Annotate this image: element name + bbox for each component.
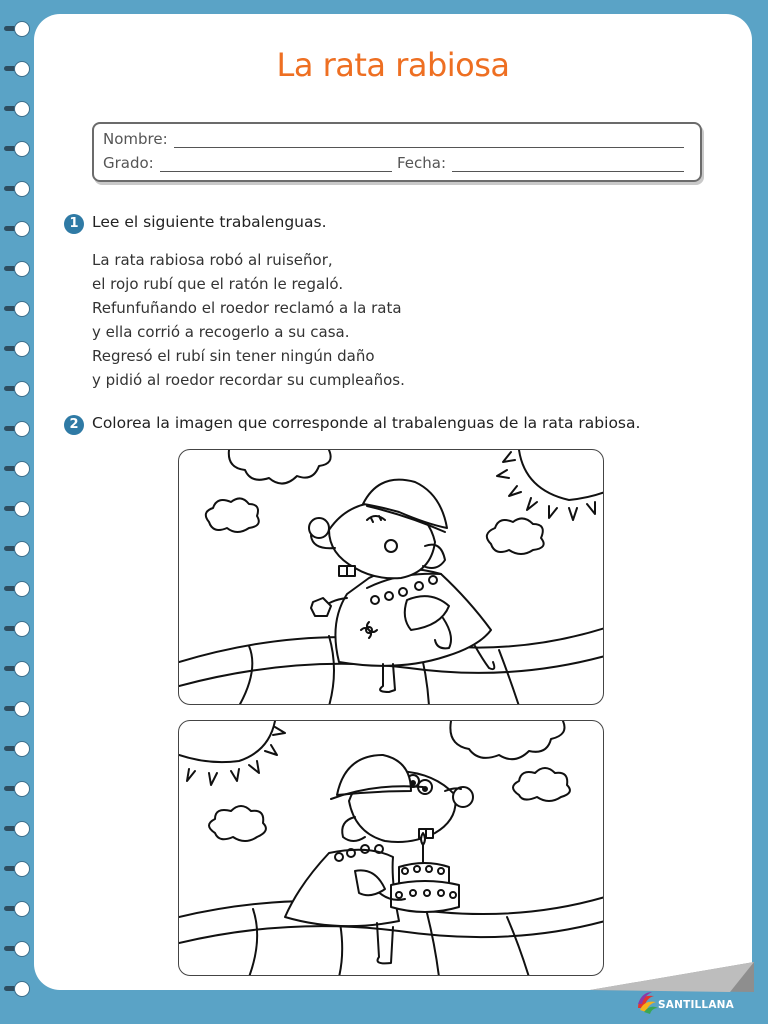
name-label: Nombre: (103, 130, 168, 148)
binding-ring (4, 860, 34, 878)
binding-ring (4, 300, 34, 318)
exercise-number-badge: 2 (64, 415, 84, 435)
date-label: Fecha: (397, 154, 447, 172)
grade-label: Grado: (103, 154, 154, 172)
binding-ring (4, 740, 34, 758)
poem-line: Refunfuñando el roedor reclamó a la rata (92, 299, 402, 317)
name-line[interactable] (174, 147, 684, 148)
binding-ring (4, 60, 34, 78)
binding-ring (4, 820, 34, 838)
exercise-2-instruction: Colorea la imagen que corresponde al trabalenguas de la rata rabiosa. (92, 414, 641, 432)
binding-ring (4, 540, 34, 558)
page-title: La rata rabiosa (276, 46, 510, 84)
binding-ring (4, 180, 34, 198)
poem-line: La rata rabiosa robó al ruiseñor, (92, 251, 333, 269)
coloring-image-rat-with-cake[interactable] (178, 720, 604, 976)
exercise-1-instruction: Lee el siguiente trabalenguas. (92, 213, 327, 231)
binding-ring (4, 620, 34, 638)
poem-line: el rojo rubí que el ratón le regaló. (92, 275, 344, 293)
binding-ring (4, 260, 34, 278)
binding-ring (4, 460, 34, 478)
binding-ring (4, 500, 34, 518)
coloring-image-rat-with-ruby[interactable] (178, 449, 604, 705)
brand-name: SANTILLANA (658, 999, 734, 1011)
binding-ring (4, 100, 34, 118)
binding-ring (4, 660, 34, 678)
binding-ring (4, 900, 34, 918)
binding-ring (4, 980, 34, 998)
grade-line[interactable] (160, 171, 392, 172)
binding-ring (4, 700, 34, 718)
poem-line: y ella corrió a recogerlo a su casa. (92, 323, 350, 341)
binding-ring (4, 420, 34, 438)
exercise-number-badge: 1 (64, 214, 84, 234)
page-curl (590, 962, 754, 992)
tongue-twister-text (92, 248, 405, 392)
binding-ring (4, 580, 34, 598)
binding-ring (4, 140, 34, 158)
binding-ring (4, 220, 34, 238)
binding-ring (4, 20, 34, 38)
date-line[interactable] (452, 171, 684, 172)
poem-line: y pidió al roedor recordar su cumpleaños. (92, 371, 405, 389)
binding-ring (4, 380, 34, 398)
binding-ring (4, 340, 34, 358)
student-info-box (92, 122, 702, 182)
binding-ring (4, 940, 34, 958)
poem-line: Regresó el rubí sin tener ningún daño (92, 347, 375, 365)
binding-ring (4, 780, 34, 798)
